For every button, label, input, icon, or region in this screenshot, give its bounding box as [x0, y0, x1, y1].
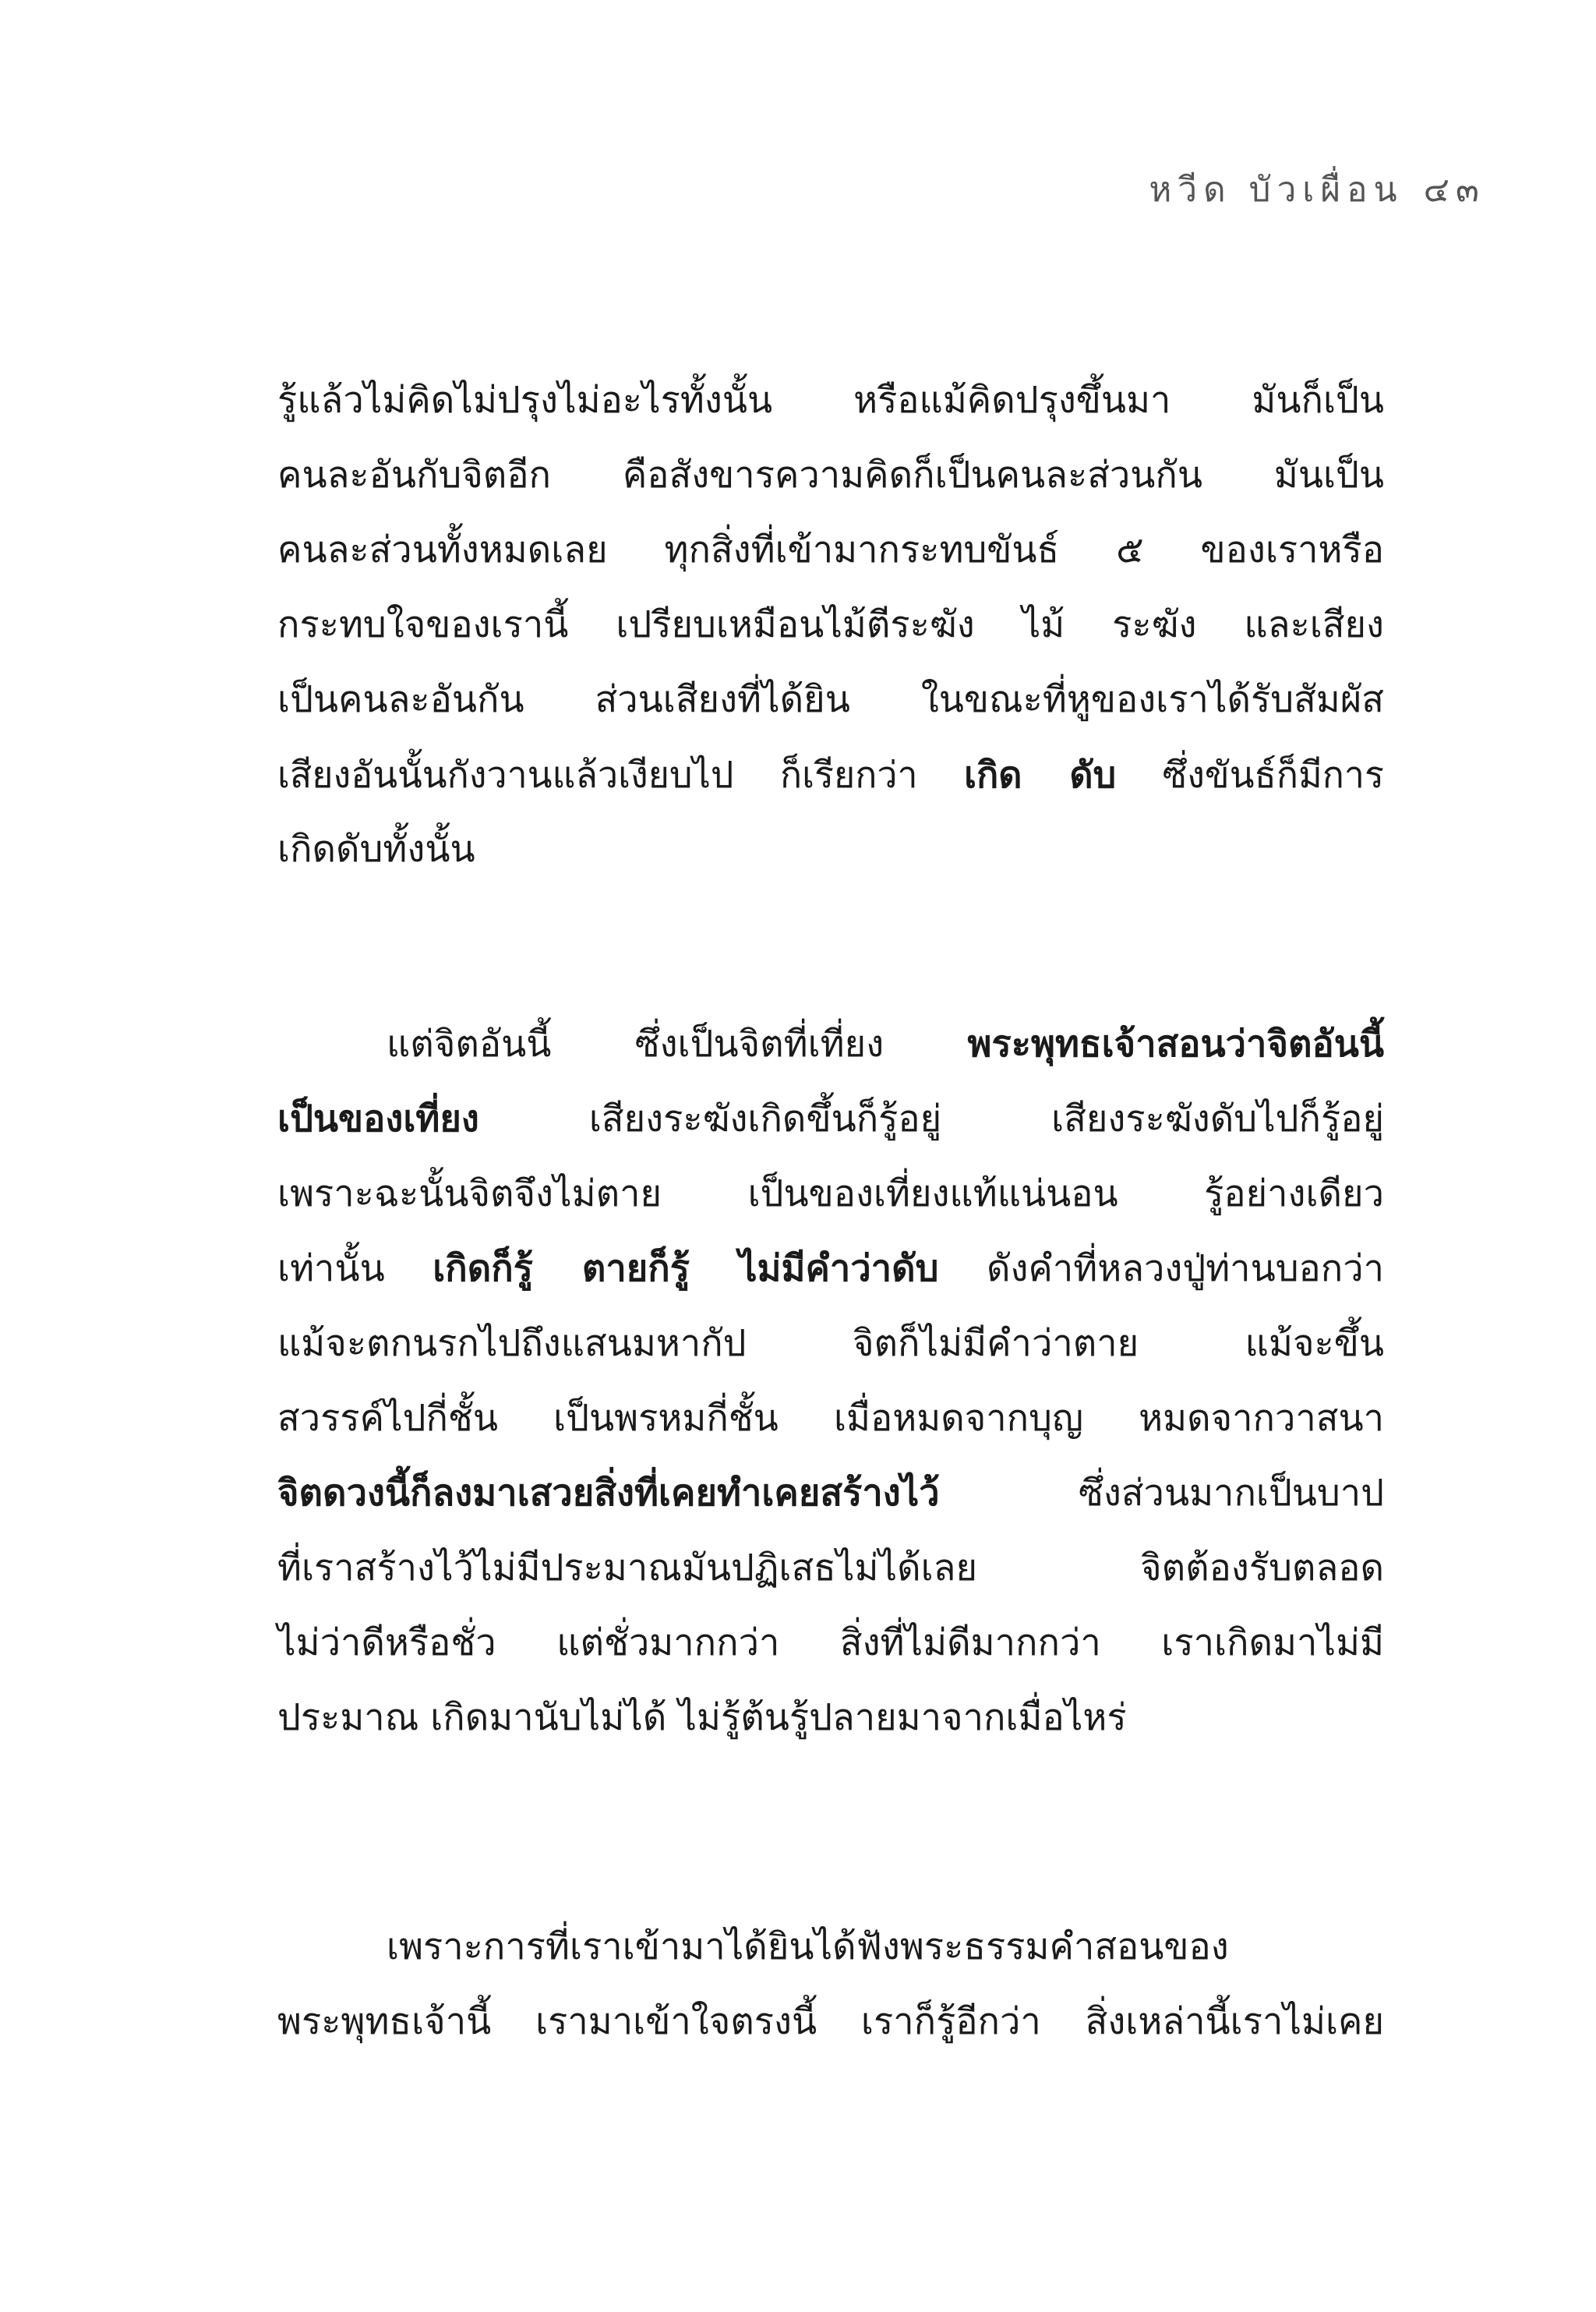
- text-line: เสียงอันนั้นกังวานแล้วเงียบไป ก็เรียกว่า เกิด ดับ ซึ่งขันธ์ก็มีการ: [277, 754, 1384, 796]
- text-line: รู้แล้วไม่คิดไม่ปรุงไม่อะไรทั้งนั้น หรือแม้คิดปรุงขึ้นมา มันก็เป็น: [277, 379, 1384, 422]
- paragraph-1: [277, 363, 1384, 887]
- text-line: ประมาณ เกิดมานับไม่ได้ ไม่รู้ต้นรู้ปลายมาจากเมื่อไหร่: [277, 1696, 1127, 1739]
- text-line: เป็นคนละอันกัน ส่วนเสียงที่ได้ยิน ในขณะที่หูของเราได้รับสัมผัส: [277, 678, 1384, 721]
- text-line: ไม่ว่าดีหรือชั่ว แต่ชั่วมากกว่า สิ่งที่ไม่ดีมากกว่า เราเกิดมาไม่มี: [277, 1621, 1384, 1664]
- bold-phrase: เป็นของเที่ยง: [277, 1098, 479, 1140]
- text-line: เท่านั้น เกิดก็รู้ ตายก็รู้ ไม่มีคำว่าดับ ดังคำที่หลวงปู่ท่านบอกว่า: [277, 1247, 1384, 1290]
- text-line: กระทบใจของเรานี้ เปรียบเหมือนไม้ตีระฆัง ไม้ ระฆัง และเสียง: [277, 603, 1384, 646]
- text-line: เป็นของเที่ยง เสียงระฆังเกิดขึ้นก็รู้อยู่ เสียงระฆังดับไปก็รู้อยู่: [277, 1098, 1384, 1140]
- paragraph-2: [277, 1007, 1384, 1755]
- text-line: แต่จิตอันนี้ ซึ่งเป็นจิตที่เที่ยง พระพุทธเจ้าสอนว่าจิตอันนี้: [387, 1023, 1384, 1066]
- text-line: เพราะการที่เราเข้ามาได้ยินได้ฟังพระธรรมคำสอนของ: [387, 1925, 1229, 1968]
- header-author: หวีด บัวเผื่อน: [1149, 170, 1404, 210]
- bold-phrase: จิตดวงนี้ก็ลงมาเสวยสิ่งที่เคยทำเคยสร้างไว้: [277, 1472, 940, 1515]
- text-line: เพราะฉะนั้นจิตจึงไม่ตาย เป็นของเที่ยงแท้แน่นอน รู้อย่างเดียว: [277, 1172, 1384, 1215]
- bold-phrase: พระพุทธเจ้าสอนว่าจิตอันนี้: [967, 1023, 1384, 1066]
- paragraph-3: [277, 1910, 1384, 2059]
- text-line: จิตดวงนี้ก็ลงมาเสวยสิ่งที่เคยทำเคยสร้างไว้ ซึ่งส่วนมากเป็นบาป: [277, 1472, 1384, 1515]
- running-header: [1128, 162, 1485, 217]
- bold-phrase: เกิด ดับ: [964, 754, 1117, 796]
- text-line: เกิดดับทั้งนั้น: [277, 828, 475, 871]
- bold-phrase: เกิดก็รู้ ตายก็รู้ ไม่มีคำว่าดับ: [433, 1247, 939, 1290]
- text-line: แม้จะตกนรกไปถึงแสนมหากัป จิตก็ไม่มีคำว่าตาย แม้จะขึ้น: [277, 1322, 1384, 1365]
- page-number: ๔๓: [1423, 170, 1485, 210]
- text-line: ที่เราสร้างไว้ไม่มีประมาณมันปฏิเสธไม่ได้เลย จิตต้องรับตลอด: [277, 1547, 1384, 1589]
- text-line: คนละอันกับจิตอีก คือสังขารความคิดก็เป็นคนละส่วนกัน มันเป็น: [277, 454, 1384, 497]
- text-line: สวรรค์ไปกี่ชั้น เป็นพรหมกี่ชั้น เมื่อหมดจากบุญ หมดจากวาสนา: [277, 1397, 1384, 1440]
- text-line: พระพุทธเจ้านี้ เรามาเข้าใจตรงนี้ เราก็รู้อีกว่า สิ่งเหล่านี้เราไม่เคย: [277, 2000, 1384, 2043]
- text-line: คนละส่วนทั้งหมดเลย ทุกสิ่งที่เข้ามากระทบขันธ์ ๕ ของเราหรือ: [277, 529, 1384, 571]
